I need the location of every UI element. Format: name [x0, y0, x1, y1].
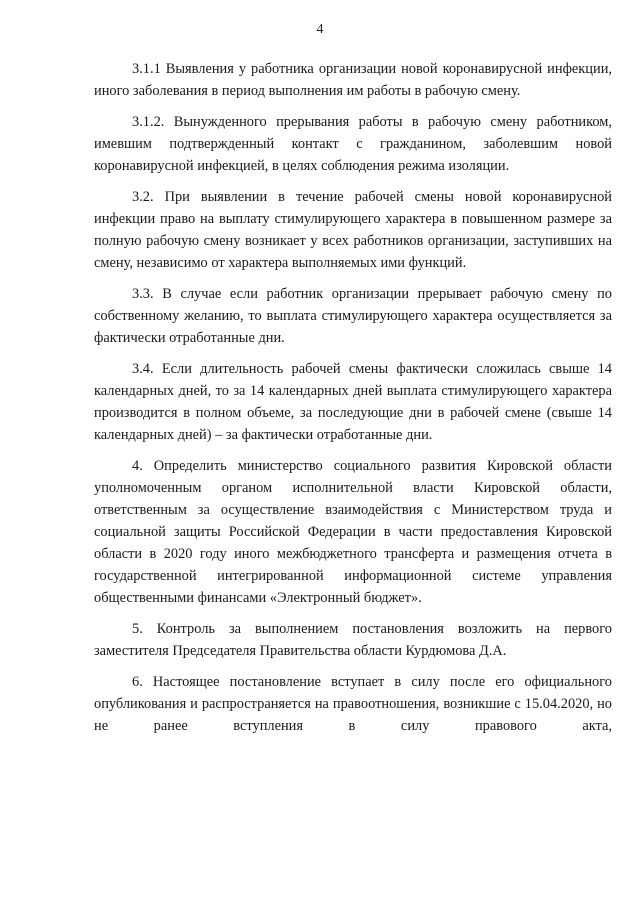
paragraph-3-1-2: 3.1.2. Вынужденного прерывания работы в рабочую смену работником, имевшим подтвержденный контакт с гражданином, заболевшим новой коронавирусной инфекцией, в целях соблюдения режима изоляции. — [94, 114, 612, 174]
document-body — [94, 58, 612, 746]
paragraph-3-3: 3.3. В случае если работник организации прерывает рабочую смену по собственному желанию, то выплата стимулирующего характера осуществляется за фактически отработанные дни. — [94, 286, 612, 346]
paragraph-6: 6. Настоящее постановление вступает в силу после его официального опубликования и распространяется на правоотношения, возникшие с 15.04.2020, но не ранее вступления в силу правового акта, — [94, 674, 612, 734]
page-number: 4 — [316, 22, 324, 37]
paragraph-3-1-1: 3.1.1 Выявления у работника организации новой коронавирусной инфекции, иного заболевания в период выполнения им работы в рабочую смену. — [94, 61, 612, 99]
paragraph-4: 4. Определить министерство социального развития Кировской области уполномоченным органом исполнительной власти Кировской области, ответственным за осуществление взаимодействия с Министерством труда и социальной защиты Российской Федерации в части предоставления Кировской области в 2020 году иного межбюджетного трансферта и размещения отчета в государственной интегрированной информационной системе управления общественными финансами «Электронный бюджет». — [94, 458, 612, 606]
paragraph-3-4: 3.4. Если длительность рабочей смены фактически сложилась свыше 14 календарных дней, то за 14 календарных дней выплата стимулирующего характера производится в полном объеме, за последующие дни в рабочей смене (свыше 14 календарных дней) – за фактически отработанные дни. — [94, 361, 612, 443]
paragraph-3-2: 3.2. При выявлении в течение рабочей смены новой коронавирусной инфекции право на выплату стимулирующего характера в повышенном размере за полную рабочую смену возникает у всех работников организации, заступивших на смену, независимо от характера выполняемых ими функций. — [94, 189, 612, 271]
paragraph-5: 5. Контроль за выполнением постановления возложить на первого заместителя Председателя Правительства области Курдюмова Д.А. — [94, 621, 612, 659]
